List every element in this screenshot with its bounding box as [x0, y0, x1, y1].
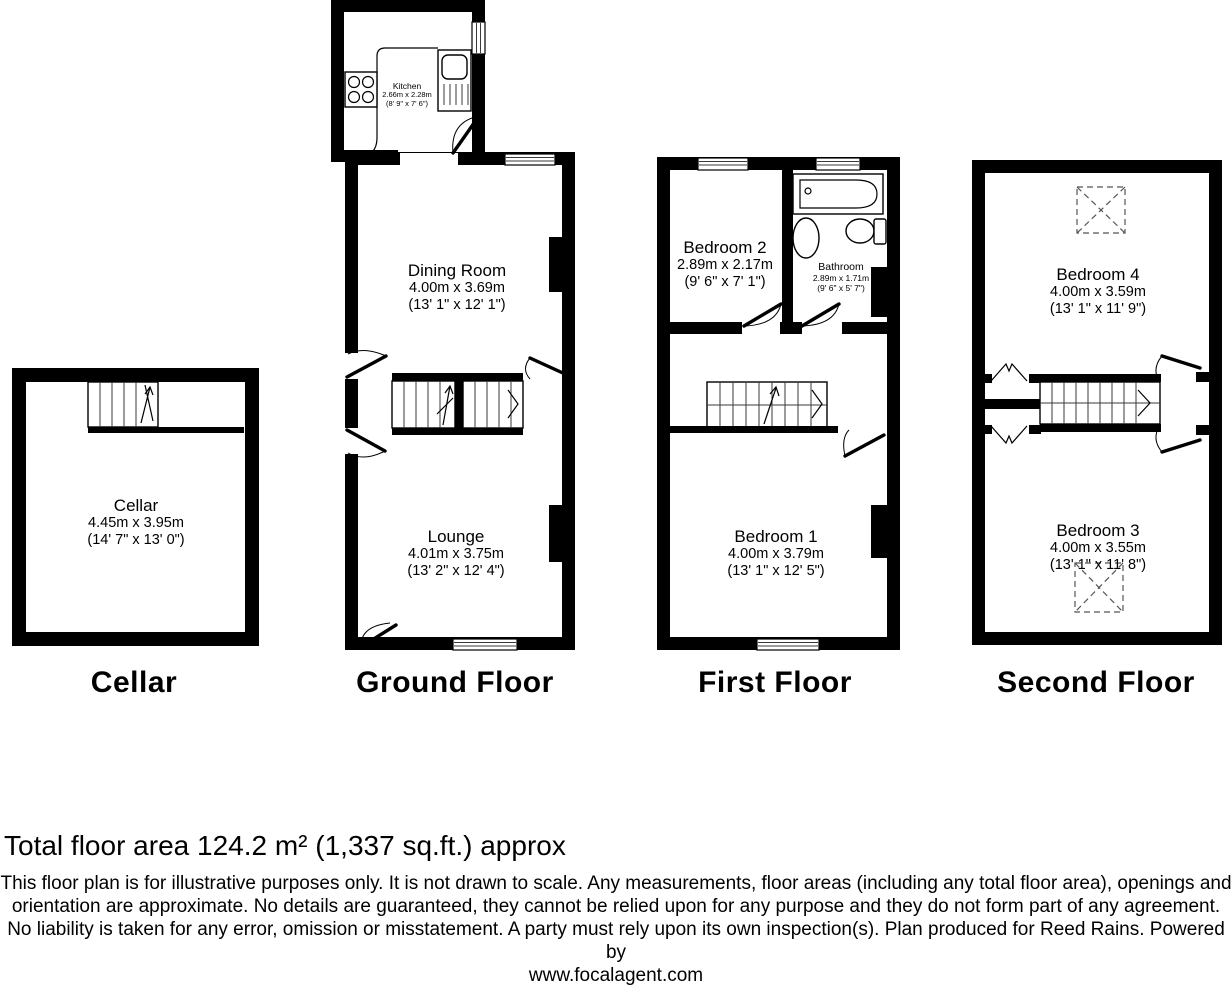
- window-icon: [505, 154, 555, 165]
- room-name: Dining Room: [407, 261, 507, 280]
- toilet-icon: [846, 219, 886, 244]
- disclaimer-block: [0, 872, 1232, 987]
- room-name: Lounge: [427, 527, 485, 546]
- room-dims-imperial: (13' 1" x 12' 1"): [408, 297, 506, 313]
- staircase-icon: [463, 381, 523, 428]
- wall: [842, 322, 887, 334]
- room-dims-imperial: (13' 1" x 11' 9"): [1049, 301, 1147, 317]
- chimney-breast: [871, 505, 900, 558]
- wall: [1040, 424, 1161, 432]
- staircase-icon: [707, 382, 827, 428]
- wall: [1040, 374, 1161, 382]
- room-label-bedroom4: [1050, 266, 1146, 318]
- floor-title-ground: Ground Floor: [356, 666, 554, 699]
- room-dims-imperial: (13' 1" x 12' 5"): [727, 563, 825, 579]
- door-icon: [526, 358, 566, 379]
- disclaimer-text: This floor plan is for illustrative purposes only. It is not drawn to scale. Any measurements, floor areas (including any total floor area), openings and orientation are approximate. No details are guaranteed, they cannot be relied upon for any purpose and they do not form part of any agreement. No liability is taken for any error, omission or misstatement. A party must rely upon its own inspection(s). Plan produced for Reed Rains. Powered by: [0, 873, 1232, 963]
- door-icon: [1156, 425, 1200, 452]
- wall: [1196, 425, 1209, 435]
- room-dims-imperial: (8' 9" x 7' 6"): [386, 98, 428, 108]
- window-icon: [453, 639, 517, 650]
- room-label-bedroom3: [1050, 522, 1146, 574]
- door-icon: [1156, 356, 1200, 383]
- wall: [780, 322, 802, 334]
- wall: [455, 373, 463, 435]
- wall: [983, 374, 992, 383]
- wall: [392, 428, 523, 435]
- chimney-breast: [871, 267, 900, 317]
- room-label-lounge: [407, 528, 504, 580]
- room-label-bathroom: [813, 262, 869, 293]
- room-dims-metric: 4.45m x 3.95m: [88, 515, 184, 531]
- room-name: Kitchen: [392, 81, 422, 91]
- window-icon: [698, 158, 748, 170]
- wall: [983, 399, 1041, 409]
- room-name: Bedroom 3: [1056, 521, 1140, 540]
- room-dims-metric: 4.00m x 3.55m: [1050, 540, 1146, 556]
- room-dims-imperial: (14' 7" x 13' 0"): [87, 532, 185, 548]
- room-dims-imperial: (13' 1" x 11' 8"): [1049, 557, 1147, 573]
- room-dims-metric: 2.89m x 2.17m: [677, 257, 773, 273]
- total-floor-area: Total floor area 124.2 m² (1,337 sq.ft.) approx: [4, 830, 566, 861]
- room-name: Bathroom: [818, 261, 864, 273]
- room-dims-metric: 2.66m x 2.28m: [382, 90, 432, 99]
- room-dims-metric: 2.89m x 1.71m: [812, 273, 870, 283]
- room-dims-metric: 4.01m x 3.75m: [408, 546, 504, 562]
- window-icon: [757, 639, 819, 650]
- wall: [1029, 425, 1041, 434]
- staircase-icon: [392, 381, 455, 428]
- chimney-breast: [549, 237, 575, 292]
- floor-title-first: First Floor: [698, 666, 852, 699]
- room-dims-imperial: (9' 6" x 7' 1"): [684, 274, 766, 290]
- wall: [782, 170, 793, 327]
- room-label-bedroom1: [727, 528, 824, 580]
- room-dims-metric: 4.00m x 3.69m: [409, 280, 505, 296]
- wall: [1029, 374, 1041, 383]
- staircase-icon: [1040, 382, 1160, 424]
- sink-drainer-icon: [438, 50, 471, 111]
- staircase-icon: [88, 382, 158, 427]
- folding-door-icon: [991, 426, 1027, 443]
- room-dims-metric: 4.00m x 3.59m: [1050, 284, 1146, 300]
- window-icon: [472, 22, 485, 54]
- room-name: Bedroom 1: [734, 527, 818, 546]
- floor-title-second: Second Floor: [997, 666, 1195, 699]
- website-text: www.focalagent.com: [528, 965, 704, 986]
- room-label-bedroom2: [677, 239, 773, 291]
- wall: [670, 322, 742, 334]
- room-label-kitchen: [382, 82, 432, 108]
- doorway-opening: [400, 153, 458, 165]
- wall-under-stairs: [88, 427, 244, 433]
- door-icon: [844, 430, 884, 456]
- wall: [344, 150, 398, 162]
- sink-icon: [793, 218, 819, 258]
- room-dims-imperial: (13' 2" x 12' 4"): [407, 563, 505, 579]
- room-label-cellar: [87, 497, 184, 549]
- room-name: Bedroom 4: [1056, 265, 1140, 284]
- wall: [665, 426, 838, 433]
- room-name: Cellar: [113, 496, 159, 515]
- hob-icon: [345, 72, 377, 107]
- room-label-dining: [408, 262, 506, 314]
- door-icon: [744, 304, 781, 326]
- skylight-icon: [1077, 187, 1125, 233]
- chimney-breast: [549, 505, 575, 562]
- window-icon: [816, 158, 860, 170]
- floor-title-cellar: Cellar: [90, 666, 178, 699]
- folding-door-icon: [991, 364, 1027, 381]
- room-dims-metric: 4.00m x 3.79m: [728, 546, 824, 562]
- bathtub-icon: [793, 174, 883, 214]
- wall: [1196, 372, 1209, 382]
- room-name: Bedroom 2: [683, 238, 767, 257]
- door-icon: [802, 304, 839, 326]
- room-dims-imperial: (9' 6" x 5' 7"): [817, 283, 865, 293]
